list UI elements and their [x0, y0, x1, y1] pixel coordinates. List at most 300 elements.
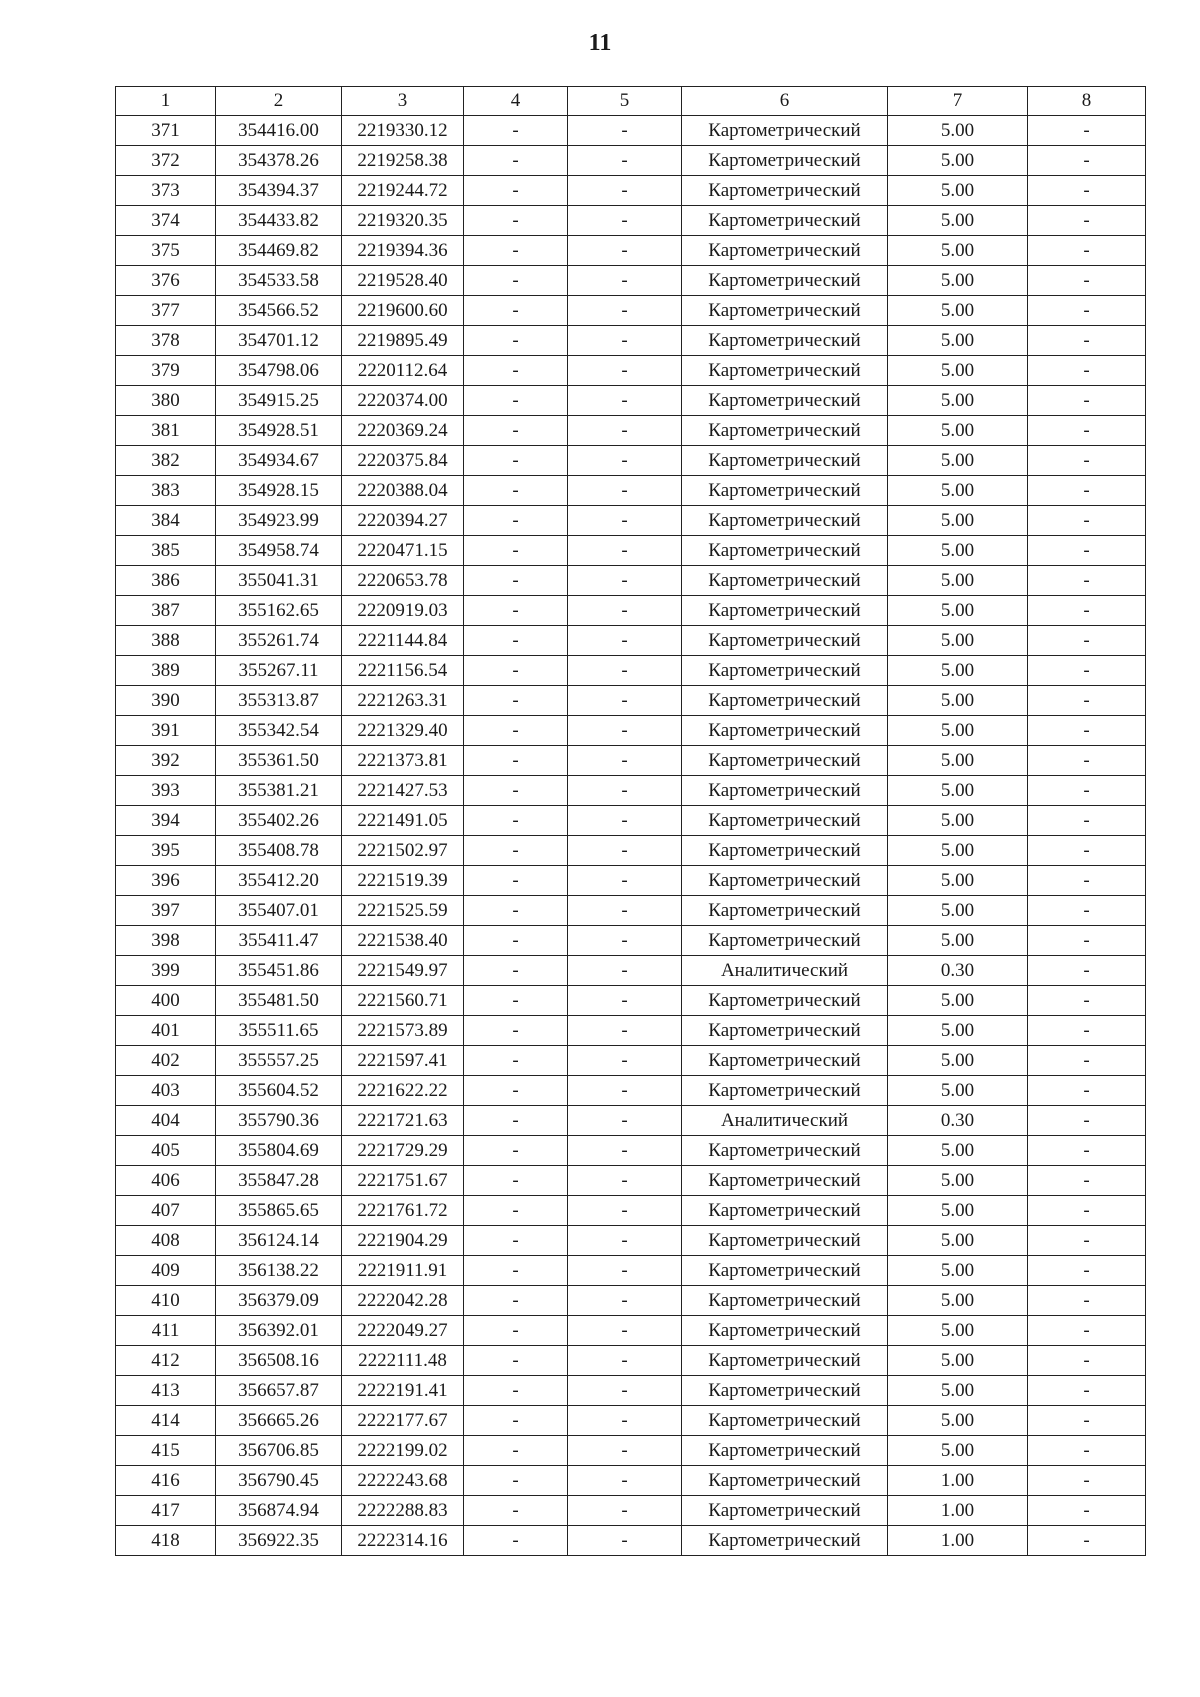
col-4-cell: - [464, 1436, 568, 1466]
table-row [116, 1466, 1146, 1496]
accuracy-cell: 5.00 [888, 536, 1028, 566]
accuracy-cell: 5.00 [888, 206, 1028, 236]
point-number-cell: 418 [116, 1526, 216, 1556]
col-4-cell: - [464, 296, 568, 326]
table-row [116, 566, 1146, 596]
y-coordinate-cell: 2221729.29 [342, 1136, 464, 1166]
col-8-cell: - [1028, 776, 1146, 806]
y-coordinate-cell: 2220112.64 [342, 356, 464, 386]
y-coordinate-cell: 2221622.22 [342, 1076, 464, 1106]
method-cell: Картометрический [682, 626, 888, 656]
y-coordinate-cell: 2222111.48 [342, 1346, 464, 1376]
col-5-cell: - [568, 116, 682, 146]
col-5-cell: - [568, 266, 682, 296]
col-5-cell: - [568, 1526, 682, 1556]
col-5-cell: - [568, 326, 682, 356]
point-number-cell: 381 [116, 416, 216, 446]
col-5-cell: - [568, 926, 682, 956]
col-4-cell: - [464, 836, 568, 866]
col-5-cell: - [568, 446, 682, 476]
table-row [116, 356, 1146, 386]
col-5-cell: - [568, 1196, 682, 1226]
col-4-cell: - [464, 1136, 568, 1166]
col-8-cell: - [1028, 1406, 1146, 1436]
col-8-cell: - [1028, 896, 1146, 926]
table-row [116, 206, 1146, 236]
method-cell: Картометрический [682, 536, 888, 566]
col-5-cell: - [568, 686, 682, 716]
col-4-cell: - [464, 356, 568, 386]
col-8-cell: - [1028, 926, 1146, 956]
point-number-cell: 380 [116, 386, 216, 416]
table-row [116, 1496, 1146, 1526]
accuracy-cell: 5.00 [888, 326, 1028, 356]
col-5-cell: - [568, 1496, 682, 1526]
col-4-cell: - [464, 986, 568, 1016]
method-cell: Картометрический [682, 386, 888, 416]
col-8-cell: - [1028, 416, 1146, 446]
y-coordinate-cell: 2220471.15 [342, 536, 464, 566]
y-coordinate-cell: 2220388.04 [342, 476, 464, 506]
table-row [116, 746, 1146, 776]
point-number-cell: 399 [116, 956, 216, 986]
method-cell: Аналитический [682, 956, 888, 986]
col-5-cell: - [568, 836, 682, 866]
x-coordinate-cell: 354934.67 [216, 446, 342, 476]
x-coordinate-cell: 356922.35 [216, 1526, 342, 1556]
y-coordinate-cell: 2221525.59 [342, 896, 464, 926]
col-5-cell: - [568, 1046, 682, 1076]
col-8-cell: - [1028, 266, 1146, 296]
col-8-cell: - [1028, 116, 1146, 146]
col-4-cell: - [464, 1286, 568, 1316]
method-cell: Картометрический [682, 746, 888, 776]
point-number-cell: 400 [116, 986, 216, 1016]
col-4-cell: - [464, 1076, 568, 1106]
point-number-cell: 417 [116, 1496, 216, 1526]
table-row [116, 836, 1146, 866]
y-coordinate-cell: 2221911.91 [342, 1256, 464, 1286]
method-cell: Картометрический [682, 1076, 888, 1106]
col-5-cell: - [568, 386, 682, 416]
table-row [116, 1316, 1146, 1346]
col-4-cell: - [464, 566, 568, 596]
col-4-cell: - [464, 266, 568, 296]
col-8-cell: - [1028, 866, 1146, 896]
point-number-cell: 387 [116, 596, 216, 626]
point-number-cell: 413 [116, 1376, 216, 1406]
y-coordinate-cell: 2222049.27 [342, 1316, 464, 1346]
col-5-cell: - [568, 776, 682, 806]
col-8-cell: - [1028, 1196, 1146, 1226]
col-8-cell: - [1028, 746, 1146, 776]
accuracy-cell: 1.00 [888, 1496, 1028, 1526]
col-5-cell: - [568, 1436, 682, 1466]
accuracy-cell: 5.00 [888, 1046, 1028, 1076]
y-coordinate-cell: 2221751.67 [342, 1166, 464, 1196]
point-number-cell: 397 [116, 896, 216, 926]
point-number-cell: 398 [116, 926, 216, 956]
accuracy-cell: 5.00 [888, 1406, 1028, 1436]
method-cell: Картометрический [682, 596, 888, 626]
point-number-cell: 371 [116, 116, 216, 146]
col-8-cell: - [1028, 1226, 1146, 1256]
method-cell: Картометрический [682, 1286, 888, 1316]
x-coordinate-cell: 355408.78 [216, 836, 342, 866]
col-8-cell: - [1028, 146, 1146, 176]
accuracy-cell: 5.00 [888, 716, 1028, 746]
x-coordinate-cell: 354915.25 [216, 386, 342, 416]
accuracy-cell: 1.00 [888, 1466, 1028, 1496]
col-8-cell: - [1028, 446, 1146, 476]
method-cell: Картометрический [682, 836, 888, 866]
col-8-cell: - [1028, 206, 1146, 236]
x-coordinate-cell: 356706.85 [216, 1436, 342, 1466]
x-coordinate-cell: 356874.94 [216, 1496, 342, 1526]
col-5-cell: - [568, 1166, 682, 1196]
y-coordinate-cell: 2221491.05 [342, 806, 464, 836]
col-4-cell: - [464, 686, 568, 716]
table-row [116, 536, 1146, 566]
col-8-cell: - [1028, 386, 1146, 416]
col-4-cell: - [464, 596, 568, 626]
col-5-cell: - [568, 1316, 682, 1346]
table-row [116, 1286, 1146, 1316]
col-4-cell: - [464, 1016, 568, 1046]
col-1-header: 1 [116, 87, 216, 116]
coordinates-table [115, 86, 1146, 1556]
x-coordinate-cell: 355865.65 [216, 1196, 342, 1226]
method-cell: Картометрический [682, 416, 888, 446]
col-4-cell: - [464, 536, 568, 566]
y-coordinate-cell: 2219330.12 [342, 116, 464, 146]
col-8-cell: - [1028, 326, 1146, 356]
method-cell: Картометрический [682, 326, 888, 356]
x-coordinate-cell: 354798.06 [216, 356, 342, 386]
col-8-cell: - [1028, 176, 1146, 206]
table-row [116, 446, 1146, 476]
col-8-cell: - [1028, 956, 1146, 986]
method-cell: Картометрический [682, 1436, 888, 1466]
accuracy-cell: 5.00 [888, 296, 1028, 326]
method-cell: Картометрический [682, 1316, 888, 1346]
accuracy-cell: 5.00 [888, 1286, 1028, 1316]
y-coordinate-cell: 2221597.41 [342, 1046, 464, 1076]
accuracy-cell: 5.00 [888, 926, 1028, 956]
col-4-cell: - [464, 236, 568, 266]
table-row [116, 236, 1146, 266]
col-4-cell: - [464, 1196, 568, 1226]
method-cell: Картометрический [682, 716, 888, 746]
method-cell: Картометрический [682, 266, 888, 296]
col-5-cell: - [568, 176, 682, 206]
point-number-cell: 391 [116, 716, 216, 746]
point-number-cell: 382 [116, 446, 216, 476]
y-coordinate-cell: 2221560.71 [342, 986, 464, 1016]
x-coordinate-cell: 356790.45 [216, 1466, 342, 1496]
col-5-cell: - [568, 476, 682, 506]
accuracy-cell: 5.00 [888, 686, 1028, 716]
x-coordinate-cell: 354566.52 [216, 296, 342, 326]
accuracy-cell: 5.00 [888, 806, 1028, 836]
table-row [116, 1346, 1146, 1376]
point-number-cell: 401 [116, 1016, 216, 1046]
accuracy-cell: 5.00 [888, 386, 1028, 416]
point-number-cell: 393 [116, 776, 216, 806]
method-cell: Картометрический [682, 1496, 888, 1526]
table-row [116, 986, 1146, 1016]
point-number-cell: 411 [116, 1316, 216, 1346]
table-row [116, 1046, 1146, 1076]
col-4-cell: - [464, 716, 568, 746]
x-coordinate-cell: 355557.25 [216, 1046, 342, 1076]
table-row [116, 716, 1146, 746]
col-5-cell: - [568, 866, 682, 896]
table-row [116, 926, 1146, 956]
col-4-cell: - [464, 656, 568, 686]
point-number-cell: 379 [116, 356, 216, 386]
col-5-cell: - [568, 296, 682, 326]
point-number-cell: 410 [116, 1286, 216, 1316]
col-4-cell: - [464, 1256, 568, 1286]
x-coordinate-cell: 354958.74 [216, 536, 342, 566]
x-coordinate-cell: 355313.87 [216, 686, 342, 716]
col-8-cell: - [1028, 836, 1146, 866]
col-4-cell: - [464, 446, 568, 476]
method-cell: Картометрический [682, 1226, 888, 1256]
table-row [116, 1226, 1146, 1256]
accuracy-cell: 5.00 [888, 1226, 1028, 1256]
accuracy-cell: 5.00 [888, 476, 1028, 506]
col-5-cell: - [568, 536, 682, 566]
method-cell: Картометрический [682, 1166, 888, 1196]
col-4-cell: - [464, 476, 568, 506]
accuracy-cell: 5.00 [888, 1136, 1028, 1166]
col-5-cell: - [568, 1406, 682, 1436]
method-cell: Картометрический [682, 926, 888, 956]
col-5-cell: - [568, 716, 682, 746]
method-cell: Картометрический [682, 806, 888, 836]
y-coordinate-cell: 2222243.68 [342, 1466, 464, 1496]
table-row [116, 326, 1146, 356]
col-3-header: 3 [342, 87, 464, 116]
col-4-cell: - [464, 146, 568, 176]
x-coordinate-cell: 355342.54 [216, 716, 342, 746]
page-number: 11 [588, 30, 612, 56]
y-coordinate-cell: 2219394.36 [342, 236, 464, 266]
point-number-cell: 385 [116, 536, 216, 566]
y-coordinate-cell: 2222191.41 [342, 1376, 464, 1406]
table-row [116, 1136, 1146, 1166]
col-8-cell: - [1028, 686, 1146, 716]
col-8-cell: - [1028, 1166, 1146, 1196]
accuracy-cell: 5.00 [888, 656, 1028, 686]
col-4-cell: - [464, 896, 568, 926]
x-coordinate-cell: 356508.16 [216, 1346, 342, 1376]
x-coordinate-cell: 354416.00 [216, 116, 342, 146]
accuracy-cell: 5.00 [888, 1016, 1028, 1046]
point-number-cell: 372 [116, 146, 216, 176]
y-coordinate-cell: 2219320.35 [342, 206, 464, 236]
col-8-cell: - [1028, 1376, 1146, 1406]
table-row [116, 626, 1146, 656]
col-8-cell: - [1028, 1316, 1146, 1346]
y-coordinate-cell: 2221263.31 [342, 686, 464, 716]
accuracy-cell: 5.00 [888, 116, 1028, 146]
x-coordinate-cell: 354928.51 [216, 416, 342, 446]
method-cell: Картометрический [682, 1136, 888, 1166]
col-5-cell: - [568, 1076, 682, 1106]
point-number-cell: 405 [116, 1136, 216, 1166]
accuracy-cell: 5.00 [888, 986, 1028, 1016]
col-5-cell: - [568, 1346, 682, 1376]
accuracy-cell: 5.00 [888, 1436, 1028, 1466]
col-6-header: 6 [682, 87, 888, 116]
accuracy-cell: 5.00 [888, 356, 1028, 386]
col-4-cell: - [464, 1526, 568, 1556]
col-4-cell: - [464, 176, 568, 206]
x-coordinate-cell: 354394.37 [216, 176, 342, 206]
col-8-cell: - [1028, 506, 1146, 536]
y-coordinate-cell: 2222314.16 [342, 1526, 464, 1556]
accuracy-cell: 5.00 [888, 896, 1028, 926]
col-8-cell: - [1028, 1346, 1146, 1376]
accuracy-cell: 5.00 [888, 1346, 1028, 1376]
y-coordinate-cell: 2221573.89 [342, 1016, 464, 1046]
accuracy-cell: 5.00 [888, 1166, 1028, 1196]
point-number-cell: 378 [116, 326, 216, 356]
point-number-cell: 373 [116, 176, 216, 206]
point-number-cell: 403 [116, 1076, 216, 1106]
x-coordinate-cell: 354433.82 [216, 206, 342, 236]
col-8-cell: - [1028, 1046, 1146, 1076]
table-row [116, 866, 1146, 896]
table-row [116, 1526, 1146, 1556]
point-number-cell: 396 [116, 866, 216, 896]
method-cell: Картометрический [682, 686, 888, 716]
y-coordinate-cell: 2219528.40 [342, 266, 464, 296]
y-coordinate-cell: 2220375.84 [342, 446, 464, 476]
table-row [116, 1436, 1146, 1466]
point-number-cell: 377 [116, 296, 216, 326]
method-cell: Картометрический [682, 566, 888, 596]
col-8-cell: - [1028, 536, 1146, 566]
table-row [116, 686, 1146, 716]
x-coordinate-cell: 354378.26 [216, 146, 342, 176]
table-row [116, 596, 1146, 626]
point-number-cell: 414 [116, 1406, 216, 1436]
col-8-header: 8 [1028, 87, 1146, 116]
accuracy-cell: 5.00 [888, 866, 1028, 896]
y-coordinate-cell: 2222177.67 [342, 1406, 464, 1436]
x-coordinate-cell: 355261.74 [216, 626, 342, 656]
col-2-header: 2 [216, 87, 342, 116]
col-5-cell: - [568, 1466, 682, 1496]
col-4-cell: - [464, 776, 568, 806]
x-coordinate-cell: 354928.15 [216, 476, 342, 506]
point-number-cell: 389 [116, 656, 216, 686]
y-coordinate-cell: 2222199.02 [342, 1436, 464, 1466]
col-4-cell: - [464, 1376, 568, 1406]
x-coordinate-cell: 354701.12 [216, 326, 342, 356]
accuracy-cell: 5.00 [888, 266, 1028, 296]
col-8-cell: - [1028, 1436, 1146, 1466]
x-coordinate-cell: 355847.28 [216, 1166, 342, 1196]
point-number-cell: 415 [116, 1436, 216, 1466]
method-cell: Картометрический [682, 236, 888, 266]
table-row [116, 1256, 1146, 1286]
col-5-cell: - [568, 1016, 682, 1046]
table-row [116, 146, 1146, 176]
x-coordinate-cell: 355407.01 [216, 896, 342, 926]
table-row [116, 1076, 1146, 1106]
method-cell: Картометрический [682, 206, 888, 236]
y-coordinate-cell: 2219600.60 [342, 296, 464, 326]
method-cell: Картометрический [682, 296, 888, 326]
table-row [116, 1196, 1146, 1226]
y-coordinate-cell: 2220653.78 [342, 566, 464, 596]
table-row [116, 1406, 1146, 1436]
table-row [116, 656, 1146, 686]
table-row [116, 416, 1146, 446]
accuracy-cell: 5.00 [888, 1196, 1028, 1226]
point-number-cell: 395 [116, 836, 216, 866]
x-coordinate-cell: 354469.82 [216, 236, 342, 266]
point-number-cell: 412 [116, 1346, 216, 1376]
col-8-cell: - [1028, 1526, 1146, 1556]
col-5-cell: - [568, 416, 682, 446]
point-number-cell: 388 [116, 626, 216, 656]
y-coordinate-cell: 2221502.97 [342, 836, 464, 866]
col-4-cell: - [464, 626, 568, 656]
y-coordinate-cell: 2220394.27 [342, 506, 464, 536]
col-4-cell: - [464, 386, 568, 416]
accuracy-cell: 5.00 [888, 836, 1028, 866]
accuracy-cell: 1.00 [888, 1526, 1028, 1556]
col-4-cell: - [464, 1226, 568, 1256]
accuracy-cell: 5.00 [888, 416, 1028, 446]
point-number-cell: 394 [116, 806, 216, 836]
method-cell: Картометрический [682, 1346, 888, 1376]
table-row [116, 1166, 1146, 1196]
col-8-cell: - [1028, 356, 1146, 386]
accuracy-cell: 0.30 [888, 1106, 1028, 1136]
point-number-cell: 376 [116, 266, 216, 296]
y-coordinate-cell: 2221538.40 [342, 926, 464, 956]
col-5-cell: - [568, 596, 682, 626]
y-coordinate-cell: 2220374.00 [342, 386, 464, 416]
col-5-cell: - [568, 986, 682, 1016]
col-5-cell: - [568, 1256, 682, 1286]
col-8-cell: - [1028, 626, 1146, 656]
col-4-cell: - [464, 806, 568, 836]
accuracy-cell: 5.00 [888, 776, 1028, 806]
col-4-cell: - [464, 1406, 568, 1436]
table-row [116, 476, 1146, 506]
col-5-cell: - [568, 896, 682, 926]
method-cell: Аналитический [682, 1106, 888, 1136]
accuracy-cell: 5.00 [888, 566, 1028, 596]
point-number-cell: 375 [116, 236, 216, 266]
method-cell: Картометрический [682, 1196, 888, 1226]
point-number-cell: 384 [116, 506, 216, 536]
method-cell: Картометрический [682, 176, 888, 206]
col-8-cell: - [1028, 1496, 1146, 1526]
col-5-cell: - [568, 656, 682, 686]
method-cell: Картометрический [682, 1376, 888, 1406]
point-number-cell: 409 [116, 1256, 216, 1286]
col-8-cell: - [1028, 476, 1146, 506]
